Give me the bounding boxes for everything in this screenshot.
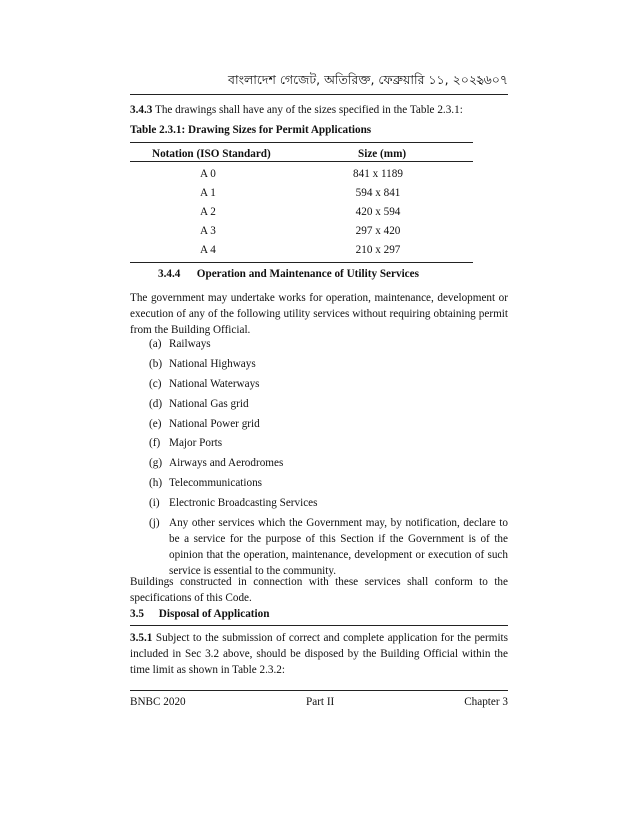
list-marker: (e) [149,418,162,430]
gazette-header [130,70,508,95]
list-marker: (c) [149,378,162,390]
section-number: 3.5.1 [130,632,153,644]
table-header-rule [130,161,473,162]
list-text: Electronic Broadcasting Services [169,497,318,509]
list-text: Any other services which the Government may, by notification, declare to be a service for the purpose of this Section if the Government is of the opinion that the operation, maintenance, development or execution of such service is essential to the community. [169,517,508,577]
list-marker: (b) [149,358,163,370]
section-number: 3.4.3 [130,104,153,116]
footer-code-name: BNBC 2020 [130,696,186,708]
list-text: National Highways [169,358,256,370]
footer-rule [130,690,508,691]
list-marker: (i) [149,497,160,509]
utility-services-intro: The government may undertake works for operation, maintenance, development or execution of any of the following utility services without requiring obtaining permit from the Building Official. [130,292,508,336]
list-text: Railways [169,338,211,350]
list-text: National Gas grid [169,398,249,410]
list-marker: (d) [149,398,163,410]
list-text: Major Ports [169,437,223,449]
section-3-4-3-paragraph [130,104,508,116]
section-text: The drawings shall have any of the sizes specified in the Table 2.3.1: [154,104,463,116]
table-cell-notation: A 1 [200,187,216,199]
list-marker: (h) [149,477,163,489]
table-cell-notation: A 2 [200,206,216,218]
list-text: National Power grid [169,418,260,430]
table-bottom-rule [130,262,473,263]
list-marker: (j) [149,517,160,529]
section-3-5-1-paragraph [130,630,508,678]
table-header-notation: Notation (ISO Standard) [152,148,271,160]
list-marker: (f) [149,437,161,449]
section-title: Disposal of Application [158,608,270,620]
list-text: National Waterways [169,378,260,390]
table-caption: Table 2.3.1: Drawing Sizes for Permit Applications [130,124,372,136]
section-text: Subject to the submission of correct and complete application for the permits included in Sec 3.2 above, should be disposed by the Building Official within the time limit as shown in Table 2.3.2: [130,632,509,676]
table-cell-size: 841 x 1189 [353,168,403,180]
table-cell-notation: A 3 [200,225,216,237]
section-number: 3.5 [130,608,144,620]
table-row [130,168,473,187]
section-3-4-4-heading [158,268,419,280]
table-row [130,187,473,206]
table-header-size: Size (mm) [358,148,407,160]
table-cell-notation: A 4 [200,244,216,256]
table-row [130,225,473,244]
table-cell-size: 594 x 841 [355,187,401,199]
table-row [130,206,473,225]
section-title: Operation and Maintenance of Utility Services [196,268,419,280]
footer-chapter: Chapter 3 [464,696,508,708]
table-cell-size: 420 x 594 [355,206,401,218]
footer-part: Part II [306,696,335,708]
table-cell-size: 297 x 420 [355,225,401,237]
section-number: 3.4.4 [158,268,181,280]
gazette-page-number: ২৬০৭ [475,72,508,87]
list-marker: (a) [149,338,162,350]
table-top-rule [130,142,473,143]
list-marker: (g) [149,457,163,469]
list-text: Airways and Aerodromes [169,457,284,469]
table-row [130,244,473,263]
table-cell-notation: A 0 [200,168,216,180]
utility-services-closing: Buildings constructed in connection with these services shall conform to the specifications of this Code. [130,576,508,604]
section-3-5-heading [130,608,508,620]
section-3-5-rule [130,625,508,626]
table-cell-size: 210 x 297 [355,244,401,256]
list-text: Telecommunications [169,477,263,489]
gazette-title: বাংলাদেশ গেজেট, অতিরিক্ত, ফেব্রুয়ারি ১১, ২০২১ [228,72,486,87]
